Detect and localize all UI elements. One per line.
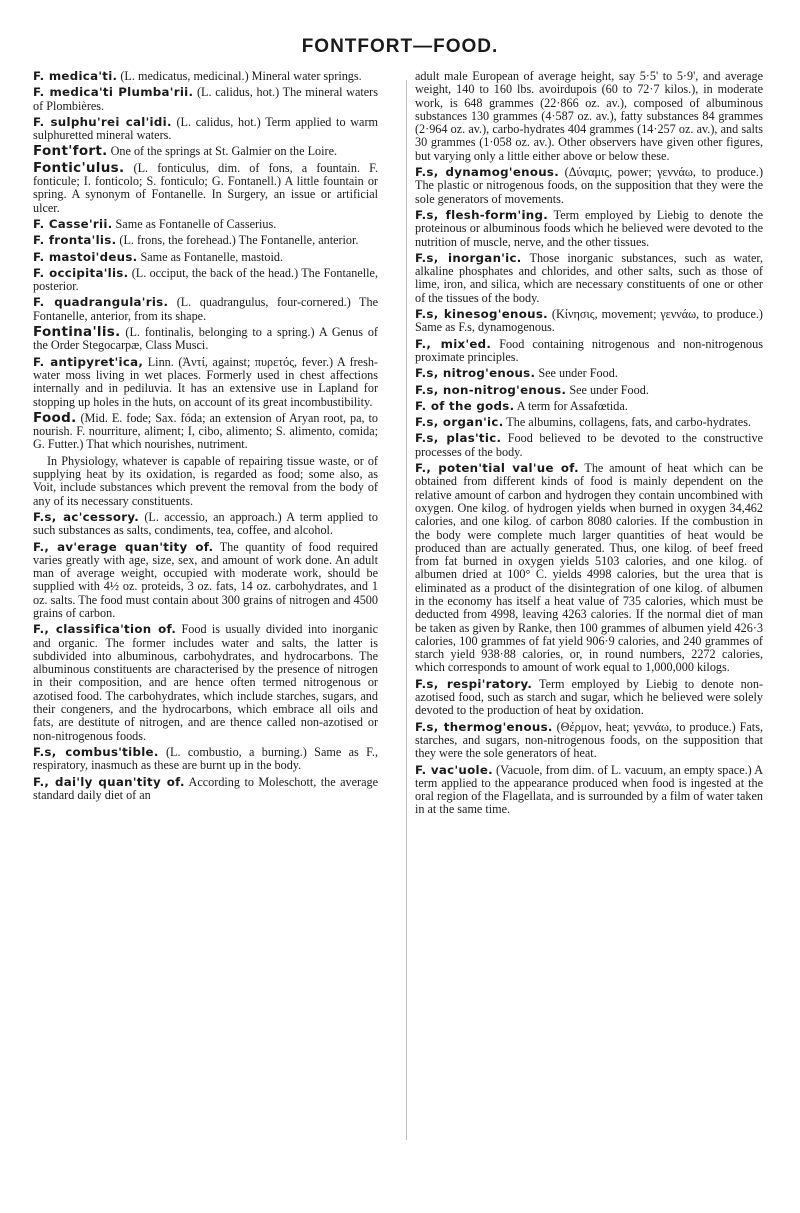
entry-headword: F.s, combus'tible.: [33, 744, 159, 759]
entry-headword: F., mix'ed.: [415, 336, 492, 351]
entry-headword: F. sulphu'rei cal'idi.: [33, 114, 172, 129]
entry-headword: F.s, inorgan'ic.: [415, 250, 522, 265]
entry-headword: Fontic'ulus.: [33, 159, 125, 176]
dictionary-entry: [33, 86, 378, 113]
entry-definition: (L. frons, the forehead.) The Fontanelle, anterior.: [116, 233, 359, 248]
dictionary-entry: [415, 721, 763, 761]
dictionary-entry: [33, 251, 378, 264]
entry-headword: F. occipita'lis.: [33, 265, 129, 280]
entry-headword: F. medica'ti.: [33, 69, 118, 83]
dictionary-entry: [33, 623, 378, 743]
entry-definition: Linn. (Ἀντί, against; πυρετός, fever.) A fresh-water moss living in wet places. Formerly used in chest affections internally and in pediluvia. It has an extensive use in Lapland for stopping up holes in the huts, on account of its great incombustibility.: [33, 354, 378, 409]
entry-definition: (Mid. E. fode; Sax. fóda; an extension of Aryan root, pa, to nourish. F. nourriture, aliment; I, cibo, alimento; S. alimento, comida; G. Futter.) That which nourishes, nutriment.: [33, 410, 378, 452]
entry-definition: (L. calidus, hot.) The mineral waters of Plombières.: [33, 85, 378, 113]
dictionary-entry: [415, 252, 763, 305]
dictionary-entry: [33, 267, 378, 294]
dictionary-entry: [33, 296, 378, 323]
dictionary-entry: [33, 116, 378, 143]
entry-definition: According to Moleschott, the average standard daily diet of an: [33, 774, 378, 802]
dictionary-entry: [415, 678, 763, 718]
entry-headword: F. quadrangula'ris.: [33, 295, 169, 310]
entry-definition: See under Food.: [566, 382, 649, 397]
dictionary-entry: [415, 764, 763, 817]
entry-headword: Fontina'lis.: [33, 324, 121, 341]
entry-headword: F. Casse'rii.: [33, 216, 113, 231]
entry-headword: F.s, kinesog'enous.: [415, 307, 548, 322]
entry-headword: F., dai'ly quan'tity of.: [33, 774, 185, 789]
entry-headword: F.s, thermog'enous.: [415, 719, 553, 734]
dictionary-entry: [415, 416, 763, 429]
entry-definition: A term for Assafœtida.: [514, 398, 628, 413]
dictionary-entry: [415, 209, 763, 249]
entry-definition: (L. occiput, the back of the head.) The Fontanelle, posterior.: [33, 265, 378, 294]
entry-headword: F. fronta'lis.: [33, 233, 117, 248]
left-column: [33, 70, 378, 805]
entry-headword: F.s, plas'tic.: [415, 431, 502, 446]
entry-definition: (L. fontinalis, belonging to a spring.) A Genus of the Order Stegocarpæ, Class Musci.: [33, 325, 378, 353]
entry-definition: Those inorganic substances, such as water, alkaline phosphates and chlorides, and other salts, such as those of lime, iron, and silica, which are necessary constituents of one or other of the tissues of the body.: [415, 250, 763, 305]
entry-headword: F. vac'uole.: [415, 762, 493, 777]
dictionary-entry: [33, 326, 378, 353]
entry-definition: (L. combustio, a burning.) Same as F., respiratory, inasmuch as these are burnt up in the body.: [33, 744, 378, 773]
dictionary-entry: [33, 746, 378, 773]
entry-headword: F., av'erage quan'tity of.: [33, 539, 214, 554]
entry-headword: Food.: [33, 409, 77, 426]
entry-definition: Food is usually divided into inorganic and organic. The former includes water and salts, the latter is subdivided into albuminous, carbohydrates, and hydrocarbons. The albuminous constituents are characterised by the presence of nitrogen in their composition, and are hence often termed nitrogenous or azotised food. The carbohydrates, which include starches, sugars, and their congeners, and the hydrocarbons, which embrace all oils and fats, are destitute of nitrogen, and are thence called non-azotised or non-nitrogenous foods.: [33, 622, 378, 743]
entry-headword: F. mastoi'deus.: [33, 249, 138, 264]
entry-headword: F., poten'tial val'ue of.: [415, 461, 579, 476]
entry-definition: (Vacuole, from dim. of L. vacuum, an empty space.) A term applied to the appearance produced when food is ingested at the oral region of the Flagellata, and is surrounded by a film of water taken in at the same time.: [415, 762, 764, 817]
entry-definition: Same as Fontanelle, mastoid.: [137, 249, 283, 264]
dictionary-entry: [33, 541, 378, 621]
entry-headword: F. antipyret'ica,: [33, 354, 144, 369]
entry-definition: (L. fonticulus, dim. of fons, a fountain. F. fonticule; I. fonticolo; S. fonticulo; G. Fontanell.) A little fountain or spring. A synonym of Fontanelle. In Surgery, an issue or artificial ulcer.: [33, 160, 378, 215]
dictionary-entry: [33, 70, 378, 83]
entry-definition: Term employed by Liebig to denote the proteinous or albuminous foods which he believed were devoted to the nutrition of muscle, nerve, and the other tissues.: [415, 207, 763, 249]
dictionary-entry: [33, 511, 378, 538]
entry-definition: (Θέρμον, heat; γεννάω, to produce.) Fats, starches, and sugars, non-nitrogenous foods, on the supposition that they were the sole generators of heat.: [415, 719, 763, 761]
dictionary-entry: [415, 308, 763, 335]
dictionary-entry: [415, 432, 763, 459]
dictionary-entry: [33, 409, 378, 452]
entry-headword: F.s, non-nitrog'enous.: [415, 382, 567, 397]
entry-definition: See under Food.: [535, 366, 618, 381]
entry-headword: F.s, flesh-form'ing.: [415, 207, 549, 222]
entry-definition: (Κίνησις, movement; γεννάω, to produce.) Same as F.s, dynamogenous.: [415, 307, 763, 335]
entry-definition: Food containing nitrogenous and non-nitrogenous proximate principles.: [415, 336, 763, 364]
dictionary-entry: [415, 384, 763, 397]
entry-definition: In Physiology, whatever is capable of repairing tissue waste, or of supplying heat by its oxidation, is regarded as food; some also, as Voit, include substances which prevent the removal from the body of any of its necessary constituents.: [33, 453, 378, 508]
entry-definition: adult male European of average height, say 5·5' to 5·9', and average weight, 140 to 160 lbs. avoirdupois (60 to 72·7 kilos.), in moderate work, is 648 grammes (22·866 oz. av.), composed of albuminous substances 130 grammes (4·587 oz. av.), fatty substances 84 grammes (2·964 oz. av.), carbo-hydrates 404 grammes (14·257 oz. av.), and salts 30 grammes (1·058 oz. av.). Other observers have given other figures, but varying only a little either above or below these.: [415, 69, 763, 163]
entry-definition: Food believed to be devoted to the constructive processes of the body.: [415, 431, 763, 459]
entry-definition: Term employed by Liebig to denote non-azotised food, such as starch and sugar, which he believed were solely devoted to the production of heat by oxidation.: [415, 676, 764, 718]
entry-definition: Same as Fontanelle of Casserius.: [112, 216, 277, 231]
entry-headword: F. of the gods.: [415, 398, 515, 413]
dictionary-entry: [415, 70, 763, 163]
column-divider: [406, 80, 407, 1140]
entry-headword: F.s, respi'ratory.: [415, 676, 533, 691]
entry-definition: (L. calidus, hot.) Term applied to warm sulphuretted mineral waters.: [33, 114, 379, 143]
entry-headword: Font'fort.: [33, 143, 108, 160]
dictionary-entry: [33, 776, 378, 803]
dictionary-entry: [33, 356, 378, 409]
entry-headword: F.s, ac'cessory.: [33, 509, 140, 524]
dictionary-entry: [415, 166, 763, 206]
dictionary-entry: [33, 234, 378, 247]
dictionary-entry: [33, 145, 378, 158]
entry-definition: (L. accessio, an approach.) A term applied to such substances as salts, condiments, tea, coffee, and alcohol.: [33, 509, 378, 538]
entry-headword: F.s, organ'ic.: [415, 415, 504, 430]
entry-definition: The albumins, collagens, fats, and carbo-hydrates.: [503, 415, 751, 430]
page-header: FONTFORT—FOOD.: [301, 36, 499, 57]
entry-headword: F. medica'ti Plumba'rii.: [33, 85, 194, 100]
entry-definition: The quantity of food required varies greatly with age, size, sex, and amount of work done. An adult man of average weight, occupied with moderate work, should be supplied with 4½ oz. proteids, 3 oz. fats, 14 oz. carbohydrates, and 1 oz. salts. The food must contain about 300 grains of nitrogen and 4500 grains of carbon.: [33, 539, 379, 620]
dictionary-entry: [415, 338, 763, 365]
dictionary-entry: [415, 367, 763, 380]
dictionary-entry: [33, 455, 378, 508]
entry-definition: The amount of heat which can be obtained from different kinds of food is mainly dependent on the relative amount of carbon and hydrogen they contain uncombined with oxygen. One kilog. of hydrogen yields when burned in oxygen 34,462 calories, and one kilog. of carbon 8080 calories. If the combustion in the body were complete much larger quantities of heat would be produced than are actually generated. Thus, one kilog. of beef freed from fat burned in oxygen yields 5103 calories, and one kilog. of albumen dried at 100° C. yields 4998 calories, but the urea that is eliminated as a product of the disintegration of one kilog. of albumen in the economy has itself a heat value of 735 calories, which must be deducted from 4998, leaving 4263 calories. If the normal diet of man be taken as given by Ranke, then 100 grammes of albumen yield 426·3 calories, 100 grammes of fat yield 906·9 calories, and 240 grammes of starch yield 938·88 calories, or, in round numbers, 2272 calories, which corresponds to amount of work equal to 1,000,000 kilogs.: [415, 461, 763, 675]
dictionary-entry: [33, 218, 378, 231]
entry-headword: F., classifica'tion of.: [33, 622, 177, 637]
entry-headword: F.s, nitrog'enous.: [415, 366, 536, 381]
dictionary-entry: [415, 400, 763, 413]
dictionary-entry: [33, 159, 378, 215]
entry-definition: (L. quadrangulus, four-cornered.) The Fontanelle, anterior, from its shape.: [33, 295, 378, 323]
entry-headword: F.s, dynamog'enous.: [415, 165, 560, 180]
right-column: [415, 70, 763, 820]
entry-definition: (Δύναμις, power; γεννάω, to produce.) The plastic or nitrogenous foods, on the supposition that they were the sole generators of movements.: [415, 165, 764, 206]
entry-definition: One of the springs at St. Galmier on the Loire.: [107, 144, 338, 159]
dictionary-entry: [415, 462, 763, 675]
entry-definition: (L. medicatus, medicinal.) Mineral water springs.: [117, 69, 362, 83]
